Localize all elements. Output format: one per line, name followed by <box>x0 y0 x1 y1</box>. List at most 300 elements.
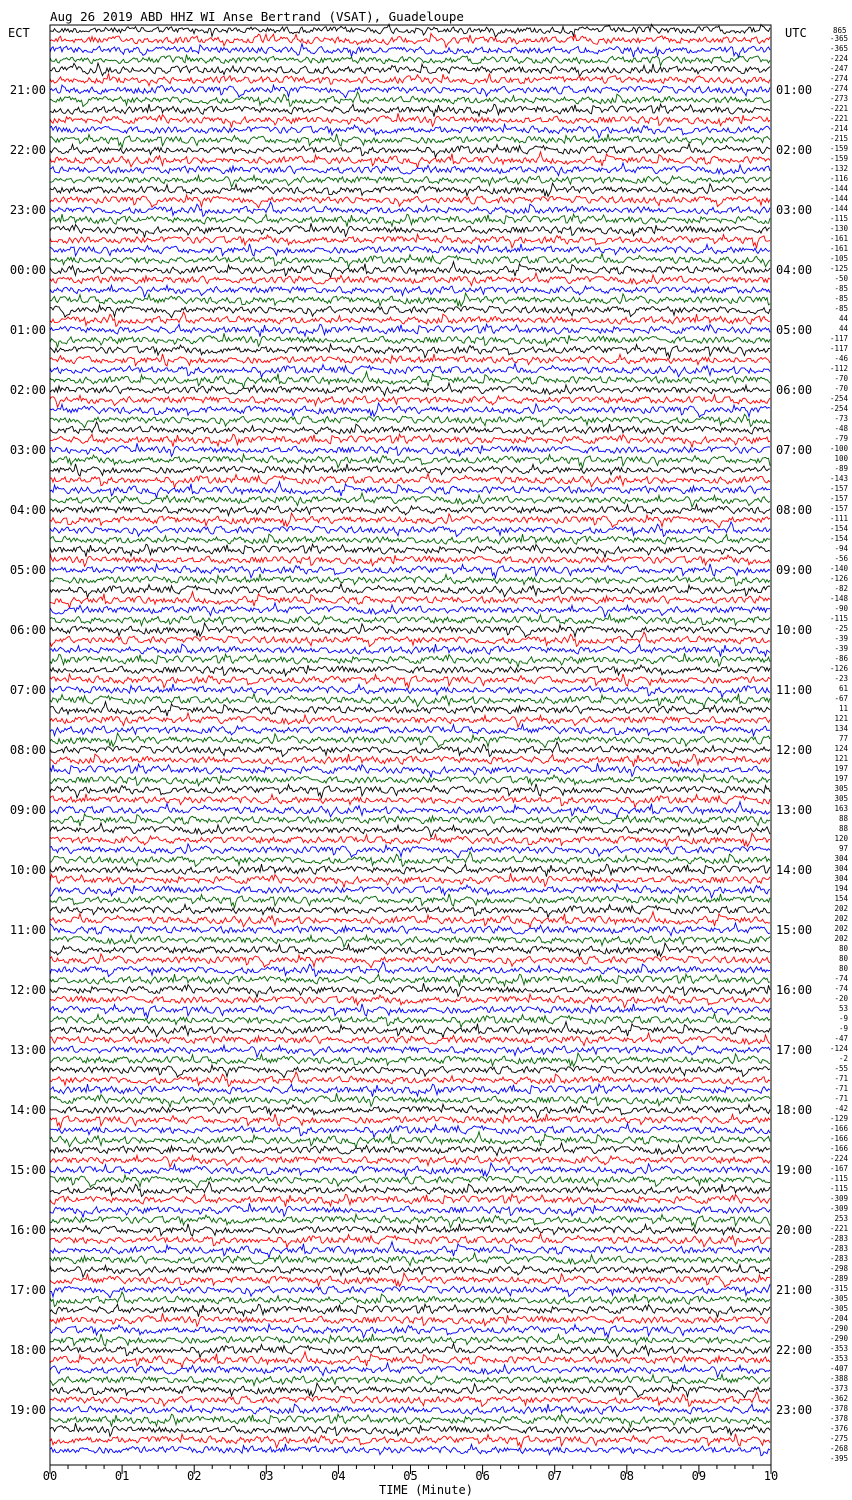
trace-value-label: -105 <box>829 254 848 263</box>
trace-value-label: 304 <box>834 854 848 863</box>
right-hour-label: 12:00 <box>776 743 813 757</box>
trace-line-23 <box>50 253 770 267</box>
trace-line-77 <box>50 794 770 808</box>
trace-value-label: -290 <box>829 1324 848 1333</box>
trace-line-3 <box>50 55 770 66</box>
trace-line-78 <box>50 802 770 818</box>
right-hour-label: 16:00 <box>776 983 813 997</box>
trace-line-88 <box>50 904 770 917</box>
trace-line-127 <box>50 1292 770 1307</box>
seismogram-traces <box>50 24 770 1456</box>
trace-value-label: -74 <box>834 974 848 983</box>
trace-line-73 <box>50 754 770 767</box>
trace-line-5 <box>50 73 770 85</box>
left-hour-label: 01:00 <box>9 323 46 337</box>
trace-value-label: -167 <box>829 1164 848 1173</box>
trace-value-label: -221 <box>829 1224 848 1233</box>
trace-value-label: -161 <box>829 244 848 253</box>
trace-value-label: -353 <box>829 1354 848 1363</box>
trace-value-label: -154 <box>829 524 848 533</box>
trace-value-label: 197 <box>834 764 848 773</box>
trace-value-label: 202 <box>834 924 848 933</box>
trace-line-142 <box>50 1444 770 1456</box>
trace-line-136 <box>50 1383 770 1398</box>
trace-value-label: -378 <box>829 1414 848 1423</box>
trace-line-132 <box>50 1343 770 1357</box>
trace-value-label: 134 <box>834 724 848 733</box>
trace-value-label: -305 <box>829 1304 848 1313</box>
trace-value-label: 154 <box>834 894 848 903</box>
trace-line-137 <box>50 1392 770 1407</box>
corner-value: 865 <box>833 26 847 35</box>
trace-line-8 <box>50 104 770 117</box>
trace-value-label: -254 <box>829 404 848 413</box>
trace-line-91 <box>50 935 770 947</box>
trace-value-label: -305 <box>829 1294 848 1303</box>
trace-line-133 <box>50 1352 770 1368</box>
trace-line-68 <box>50 702 770 716</box>
left-hour-label: 06:00 <box>9 623 46 637</box>
trace-line-34 <box>50 363 770 377</box>
trace-value-label: 202 <box>834 904 848 913</box>
trace-line-12 <box>50 143 770 157</box>
trace-value-label: 202 <box>834 934 848 943</box>
trace-value-label: -283 <box>829 1234 848 1243</box>
trace-value-label: -290 <box>829 1334 848 1343</box>
trace-value-label: -159 <box>829 144 848 153</box>
right-hour-label: 23:00 <box>776 1403 813 1417</box>
trace-value-label: -159 <box>829 154 848 163</box>
right-hour-label: 13:00 <box>776 803 813 817</box>
trace-line-97 <box>50 994 770 1008</box>
trace-value-label: -247 <box>829 64 848 73</box>
trace-line-69 <box>50 713 770 727</box>
trace-value-label: -55 <box>834 1064 848 1073</box>
trace-value-label: -39 <box>834 644 848 653</box>
trace-value-label: -117 <box>829 334 848 343</box>
trace-line-51 <box>50 534 770 544</box>
trace-line-87 <box>50 894 770 908</box>
trace-line-82 <box>50 844 770 858</box>
trace-value-label: -115 <box>829 1184 848 1193</box>
trace-value-label: -214 <box>829 124 848 133</box>
trace-line-21 <box>50 234 770 248</box>
trace-line-36 <box>50 383 770 396</box>
x-tick-label: 03 <box>259 1469 274 1483</box>
trace-line-18 <box>50 202 770 216</box>
trace-line-112 <box>50 1143 770 1156</box>
trace-value-label: -221 <box>829 104 848 113</box>
trace-line-37 <box>50 395 770 407</box>
trace-value-label: -378 <box>829 1404 848 1413</box>
trace-line-45 <box>50 473 770 487</box>
trace-value-label: 11 <box>838 704 848 713</box>
left-hour-label: 21:00 <box>9 83 46 97</box>
x-tick-label: 10 <box>763 1469 779 1483</box>
trace-value-label: -157 <box>829 504 848 513</box>
trace-line-128 <box>50 1304 770 1317</box>
trace-value-label: -376 <box>829 1424 848 1433</box>
x-tick-label: 02 <box>186 1469 202 1483</box>
trace-value-label: 97 <box>838 844 848 853</box>
trace-line-123 <box>50 1253 770 1266</box>
trace-line-105 <box>50 1072 770 1086</box>
trace-line-31 <box>50 333 770 347</box>
x-axis-ticks <box>43 1465 778 1483</box>
right-hour-labels <box>776 83 812 1417</box>
trace-value-label: 197 <box>834 774 848 783</box>
trace-value-label: -283 <box>829 1254 848 1263</box>
trace-line-117 <box>50 1194 770 1207</box>
trace-line-38 <box>50 403 770 417</box>
trace-line-53 <box>50 553 770 567</box>
plot-frame <box>50 25 771 1465</box>
left-hour-label: 11:00 <box>9 923 46 937</box>
trace-value-label: -9 <box>838 1014 848 1023</box>
trace-value-label: 53 <box>838 1004 848 1013</box>
trace-line-25 <box>50 273 770 286</box>
trace-value-label: -89 <box>834 464 848 473</box>
trace-value-label: -20 <box>834 994 848 1003</box>
trace-line-115 <box>50 1175 770 1188</box>
trace-line-7 <box>50 92 770 107</box>
left-hour-label: 18:00 <box>9 1343 46 1357</box>
trace-line-56 <box>50 583 770 597</box>
trace-value-label: 80 <box>838 954 848 963</box>
trace-value-label: 120 <box>834 834 848 843</box>
trace-value-label: -25 <box>834 624 848 633</box>
trace-value-label: -395 <box>829 1454 848 1463</box>
x-tick-label: 04 <box>331 1469 346 1483</box>
trace-value-label: -90 <box>834 604 848 613</box>
trace-line-50 <box>50 522 770 537</box>
trace-value-label: -73 <box>834 414 848 423</box>
right-hour-label: 05:00 <box>776 323 813 337</box>
trace-line-49 <box>50 513 770 528</box>
trace-value-label: -115 <box>829 614 848 623</box>
x-tick-label: 07 <box>547 1469 562 1483</box>
left-hour-label: 07:00 <box>9 683 46 697</box>
trace-value-label: -388 <box>829 1374 848 1383</box>
trace-line-109 <box>50 1114 770 1128</box>
trace-line-52 <box>50 544 770 557</box>
left-hour-label: 15:00 <box>9 1163 46 1177</box>
trace-line-39 <box>50 414 770 428</box>
trace-line-80 <box>50 823 770 837</box>
left-hour-labels <box>10 83 46 1417</box>
trace-value-label: -215 <box>829 134 848 143</box>
trace-value-label: 88 <box>838 824 848 833</box>
trace-value-label: -111 <box>829 514 848 523</box>
trace-value-label: 304 <box>834 874 848 883</box>
x-tick-label: 06 <box>475 1469 490 1483</box>
trace-line-126 <box>50 1284 770 1298</box>
trace-line-1 <box>50 34 770 48</box>
x-tick-label: 09 <box>691 1469 707 1483</box>
right-axis-label: UTC <box>785 26 807 40</box>
trace-line-131 <box>50 1334 770 1346</box>
left-hour-label: 13:00 <box>9 1043 46 1057</box>
chart-title: Aug 26 2019 ABD HHZ WI Anse Bertrand (VSAT), Guadeloupe <box>50 9 464 24</box>
right-hour-label: 11:00 <box>776 683 813 697</box>
trace-value-label: -70 <box>834 384 848 393</box>
trace-value-label: -309 <box>829 1204 848 1213</box>
trace-line-125 <box>50 1273 770 1287</box>
left-hour-label: 14:00 <box>9 1103 46 1117</box>
trace-line-29 <box>50 312 770 326</box>
trace-line-75 <box>50 774 770 786</box>
right-hour-label: 02:00 <box>776 143 813 157</box>
trace-line-114 <box>50 1163 770 1176</box>
right-hour-label: 15:00 <box>776 923 813 937</box>
trace-value-label: -56 <box>834 554 848 563</box>
trace-line-90 <box>50 923 770 936</box>
trace-value-label: -130 <box>829 224 848 233</box>
trace-line-44 <box>50 464 770 476</box>
trace-value-label: 304 <box>834 864 848 873</box>
trace-line-26 <box>50 285 770 297</box>
trace-line-40 <box>50 422 770 434</box>
trace-value-label: 202 <box>834 914 848 923</box>
trace-value-label: -115 <box>829 214 848 223</box>
trace-value-label: -221 <box>829 114 848 123</box>
trace-line-28 <box>50 305 770 318</box>
trace-value-label: -275 <box>829 1434 848 1443</box>
trace-line-48 <box>50 504 770 515</box>
right-hour-label: 03:00 <box>776 203 813 217</box>
trace-value-label: -70 <box>834 374 848 383</box>
trace-line-107 <box>50 1093 770 1107</box>
left-hour-label: 12:00 <box>9 983 46 997</box>
trace-line-30 <box>50 324 770 337</box>
trace-line-47 <box>50 493 770 507</box>
trace-value-label: 121 <box>834 714 848 723</box>
trace-value-label: -373 <box>829 1384 848 1393</box>
left-hour-label: 00:00 <box>9 263 46 277</box>
trace-value-label: -71 <box>834 1094 848 1103</box>
trace-line-85 <box>50 873 770 887</box>
trace-line-41 <box>50 434 770 447</box>
trace-value-label: -274 <box>829 74 848 83</box>
x-tick-label: 00 <box>42 1469 58 1483</box>
trace-line-130 <box>50 1324 770 1338</box>
trace-line-100 <box>50 1022 770 1038</box>
right-hour-label: 07:00 <box>776 443 813 457</box>
trace-value-label: 80 <box>838 964 848 973</box>
trace-line-62 <box>50 644 770 657</box>
trace-line-66 <box>50 684 770 698</box>
left-hour-label: 10:00 <box>9 863 46 877</box>
trace-line-92 <box>50 943 770 956</box>
trace-line-14 <box>50 163 770 176</box>
trace-line-70 <box>50 724 770 736</box>
x-tick-label: 05 <box>403 1469 418 1483</box>
trace-line-17 <box>50 195 770 208</box>
trace-line-102 <box>50 1045 770 1057</box>
trace-line-20 <box>50 223 770 237</box>
trace-line-95 <box>50 974 770 987</box>
trace-line-35 <box>50 372 770 388</box>
trace-value-label: -254 <box>829 394 848 403</box>
trace-line-74 <box>50 763 770 777</box>
trace-value-label: -117 <box>829 344 848 353</box>
trace-value-label: -166 <box>829 1124 848 1133</box>
trace-line-13 <box>50 152 770 168</box>
trace-line-108 <box>50 1104 770 1118</box>
trace-line-94 <box>50 962 770 977</box>
trace-line-42 <box>50 443 770 456</box>
right-hour-label: 10:00 <box>776 623 813 637</box>
trace-value-label: -166 <box>829 1144 848 1153</box>
trace-line-119 <box>50 1214 770 1228</box>
trace-line-24 <box>50 262 770 278</box>
trace-value-label: 305 <box>834 784 848 793</box>
trace-line-140 <box>50 1423 770 1436</box>
trace-value-label: -315 <box>829 1284 848 1293</box>
trace-line-134 <box>50 1363 770 1377</box>
trace-value-label: -274 <box>829 84 848 93</box>
right-hour-label: 22:00 <box>776 1343 813 1357</box>
trace-value-label: -39 <box>834 634 848 643</box>
trace-line-122 <box>50 1242 770 1258</box>
x-axis-label: TIME (Minute) <box>379 1483 473 1497</box>
right-hour-label: 04:00 <box>776 263 813 277</box>
trace-value-label: 194 <box>834 884 848 893</box>
right-hour-label: 19:00 <box>776 1163 813 1177</box>
left-hour-label: 05:00 <box>9 563 46 577</box>
trace-value-label: -85 <box>834 304 848 313</box>
trace-value-label: -143 <box>829 474 848 483</box>
trace-line-98 <box>50 1004 770 1018</box>
trace-value-label: -126 <box>829 574 848 583</box>
trace-value-label: -157 <box>829 484 848 493</box>
trace-line-46 <box>50 482 770 498</box>
trace-value-label: -129 <box>829 1114 848 1123</box>
trace-value-label: 124 <box>834 744 848 753</box>
trace-line-4 <box>50 63 770 76</box>
trace-value-label: -2 <box>838 1054 848 1063</box>
trace-line-67 <box>50 693 770 707</box>
trace-line-61 <box>50 632 770 647</box>
right-hour-label: 01:00 <box>776 83 813 97</box>
trace-value-label: 44 <box>838 314 848 323</box>
trace-value-label: 253 <box>834 1214 848 1223</box>
trace-value-label: -71 <box>834 1074 848 1083</box>
trace-value-label: -154 <box>829 534 848 543</box>
trace-line-16 <box>50 183 770 196</box>
trace-value-label: -268 <box>829 1444 848 1453</box>
trace-line-121 <box>50 1233 770 1247</box>
left-hour-label: 02:00 <box>9 383 46 397</box>
trace-value-label: -79 <box>834 434 848 443</box>
trace-value-label: -365 <box>829 34 848 43</box>
trace-value-label: -362 <box>829 1394 848 1403</box>
trace-line-58 <box>50 603 770 617</box>
left-hour-label: 17:00 <box>9 1283 46 1297</box>
trace-value-label: -166 <box>829 1134 848 1143</box>
trace-line-104 <box>50 1065 770 1078</box>
trace-value-label: -365 <box>829 44 848 53</box>
trace-value-label: -157 <box>829 494 848 503</box>
trace-line-83 <box>50 852 770 867</box>
trace-line-89 <box>50 912 770 928</box>
x-tick-label: 01 <box>114 1469 130 1483</box>
trace-value-label: -47 <box>834 1034 848 1043</box>
trace-line-76 <box>50 784 770 798</box>
trace-value-label: -161 <box>829 234 848 243</box>
trace-value-label: 100 <box>834 454 848 463</box>
right-hour-label: 17:00 <box>776 1043 813 1057</box>
trace-value-label: -115 <box>829 1174 848 1183</box>
trace-line-81 <box>50 833 770 846</box>
trace-line-116 <box>50 1182 770 1196</box>
left-axis-label: ECT <box>8 26 30 40</box>
left-hour-label: 08:00 <box>9 743 46 757</box>
trace-line-15 <box>50 175 770 187</box>
trace-line-6 <box>50 85 770 98</box>
left-hour-label: 16:00 <box>9 1223 46 1237</box>
right-hour-label: 20:00 <box>776 1223 813 1237</box>
left-hour-label: 22:00 <box>9 143 46 157</box>
trace-line-120 <box>50 1224 770 1236</box>
trace-value-label: 61 <box>838 684 848 693</box>
trace-line-99 <box>50 1013 770 1027</box>
trace-value-label: -148 <box>829 594 848 603</box>
trace-value-label: -125 <box>829 264 848 273</box>
trace-value-label: 305 <box>834 794 848 803</box>
trace-value-label: -273 <box>829 94 848 103</box>
trace-value-label: -71 <box>834 1084 848 1093</box>
trace-line-106 <box>50 1084 770 1097</box>
left-hour-label: 09:00 <box>9 803 46 817</box>
left-hour-label: 23:00 <box>9 203 46 217</box>
trace-value-label: -309 <box>829 1194 848 1203</box>
trace-line-64 <box>50 665 770 676</box>
trace-value-label: -204 <box>829 1314 848 1323</box>
trace-value-label: -407 <box>829 1364 848 1373</box>
trace-line-113 <box>50 1155 770 1167</box>
trace-value-label: 44 <box>838 324 848 333</box>
right-hour-label: 08:00 <box>776 503 813 517</box>
trace-value-label: -298 <box>829 1264 848 1273</box>
trace-line-79 <box>50 814 770 826</box>
trace-line-141 <box>50 1434 770 1448</box>
trace-value-label: -132 <box>829 164 848 173</box>
trace-value-label: -224 <box>829 1154 848 1163</box>
trace-value-label: -124 <box>829 1044 848 1053</box>
trace-line-55 <box>50 574 770 586</box>
trace-value-label: -140 <box>829 564 848 573</box>
trace-value-label: -144 <box>829 194 848 203</box>
trace-value-label: 77 <box>838 734 848 743</box>
trace-value-label: -144 <box>829 184 848 193</box>
right-hour-label: 21:00 <box>776 1283 813 1297</box>
trace-line-32 <box>50 344 770 358</box>
trace-line-110 <box>50 1123 770 1137</box>
trace-line-111 <box>50 1132 770 1148</box>
trace-value-label: -126 <box>829 664 848 673</box>
trace-line-0 <box>50 24 770 37</box>
right-hour-label: 06:00 <box>776 383 813 397</box>
trace-value-label: -85 <box>834 284 848 293</box>
trace-value-label: -48 <box>834 424 848 433</box>
trace-value-label: -74 <box>834 984 848 993</box>
trace-value-label: 80 <box>838 944 848 953</box>
trace-line-27 <box>50 293 770 306</box>
trace-line-54 <box>50 564 770 578</box>
trace-value-label: -46 <box>834 354 848 363</box>
trace-line-2 <box>50 44 770 58</box>
